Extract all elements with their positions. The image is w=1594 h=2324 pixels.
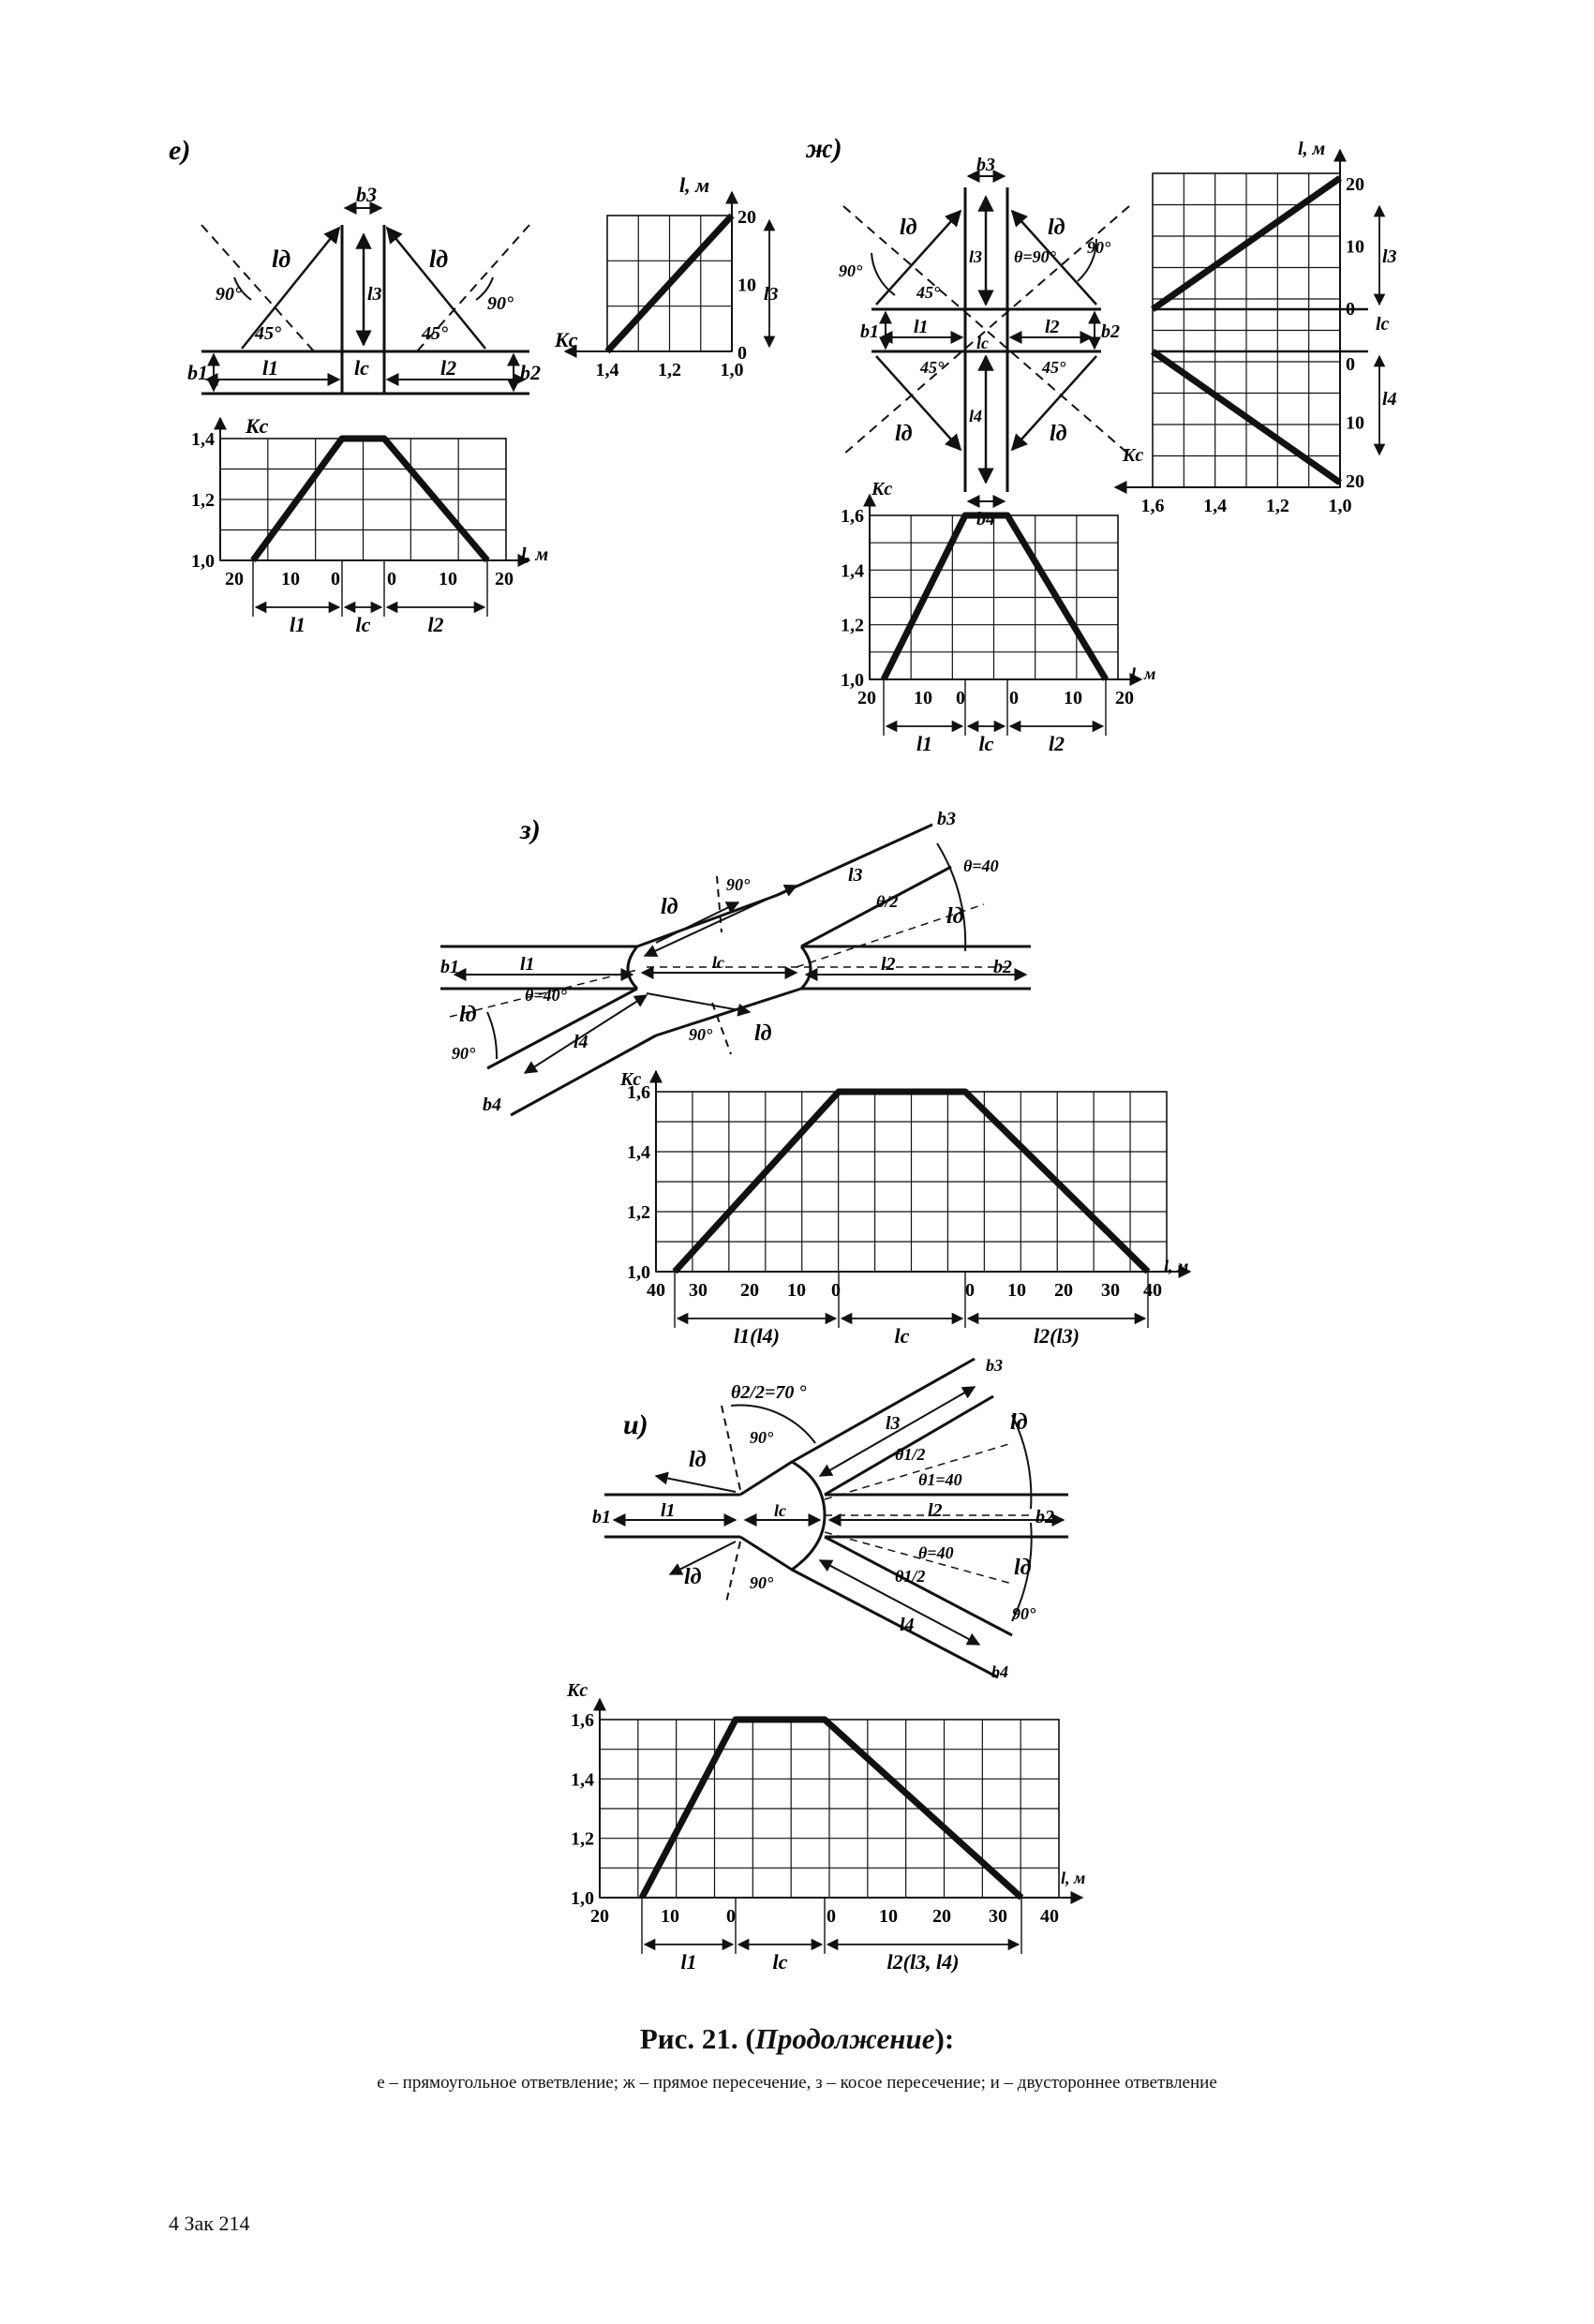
chart-zh-bottom — [841, 495, 1141, 755]
z-b3: b3 — [937, 809, 956, 829]
chart-e-bottom — [191, 418, 529, 636]
z-ld-bottom: lд — [754, 1021, 772, 1046]
z-b1: b1 — [440, 957, 459, 977]
i-l4: l4 — [900, 1615, 915, 1635]
figure-caption-title — [0, 2022, 1594, 2056]
x-tick-label: 40 — [1143, 1280, 1162, 1301]
i-theta-low-half: θ1/2 — [895, 1567, 926, 1586]
dim-label-1: lc — [894, 1324, 910, 1348]
x-tick-label: 1,6 — [1140, 496, 1165, 516]
zh-b1: b1 — [860, 321, 879, 342]
zh-45-top: 45° — [916, 283, 941, 302]
axis-K-i: Kc — [567, 1680, 588, 1701]
y-tick-label: 0 — [737, 343, 747, 364]
panel-zh — [805, 133, 1397, 755]
i-ld-br: lд — [1014, 1556, 1032, 1580]
label-b3: b3 — [356, 183, 377, 206]
x-tick-label: 40 — [1040, 1906, 1059, 1927]
zh-b2: b2 — [1101, 321, 1120, 342]
z-theta-half: θ/2 — [876, 892, 899, 911]
zh-theta: θ=90° — [1014, 247, 1056, 266]
i-90-right: 90° — [1012, 1604, 1036, 1623]
x-tick-label: 1,4 — [595, 360, 619, 380]
label-45-right: 45° — [422, 323, 448, 344]
z-90-bottom: 90° — [689, 1025, 713, 1044]
zh-45-br: 45° — [1042, 358, 1066, 377]
zh-ld-bl: lд — [895, 422, 913, 446]
z-l4: l4 — [574, 1032, 588, 1052]
zh-side-l3: l3 — [1382, 246, 1397, 267]
zh-l1: l1 — [914, 317, 929, 337]
x-tick-label: 0 — [331, 569, 340, 589]
panel-z-letter: з) — [520, 814, 541, 845]
x-tick-label: 1,2 — [658, 360, 681, 380]
chart-i — [571, 1699, 1082, 1974]
label-l3-side: l3 — [764, 284, 779, 305]
i-90-bottom: 90° — [750, 1573, 774, 1592]
y-tick-label: 10 — [737, 275, 756, 296]
x-tick-label: 0 — [1009, 688, 1019, 708]
dim-label-1: lc — [355, 613, 371, 636]
x-tick-label: 10 — [1064, 688, 1082, 708]
x-tick-label: 10 — [281, 569, 300, 589]
axis-K-e-side: Kc — [555, 328, 578, 351]
chart-z — [627, 1071, 1190, 1348]
zh-ld-tl: lд — [900, 216, 917, 240]
panel-zh-letter: ж) — [806, 133, 842, 164]
label-lc: lc — [354, 356, 369, 380]
axis-l-z: l, м — [1164, 1257, 1189, 1275]
axis-l-e-side: l, м — [679, 173, 710, 197]
x-tick-label: 40 — [647, 1280, 665, 1301]
label-45-left: 45° — [255, 323, 281, 344]
label-b1: b1 — [187, 361, 208, 384]
chart-e-side — [565, 192, 769, 380]
x-tick-label: 20 — [1054, 1280, 1073, 1301]
zh-l4: l4 — [969, 407, 983, 425]
z-ld-right: lд — [946, 904, 964, 929]
x-tick-label: 1,2 — [1265, 496, 1289, 516]
i-l3: l3 — [886, 1413, 901, 1434]
caption-prefix: Рис. 21. ( — [639, 2022, 755, 2055]
label-b2: b2 — [520, 361, 541, 384]
z-ld-top: lд — [661, 895, 678, 919]
x-tick-label: 10 — [439, 569, 457, 589]
x-tick-label: 20 — [857, 688, 876, 708]
dim-label-0: l1 — [680, 1950, 697, 1974]
y-tick-label: 1,0 — [191, 551, 215, 572]
z-b2: b2 — [993, 957, 1012, 977]
axis-K-e-bottom: Kc — [246, 414, 269, 438]
y-tick-label: 1,2 — [191, 490, 215, 511]
z-b4: b4 — [483, 1095, 501, 1115]
axis-K-zh-bottom: Kc — [871, 479, 893, 499]
x-tick-label: 10 — [787, 1280, 806, 1301]
dim-label-2: l2 — [1048, 732, 1065, 755]
zh-l2: l2 — [1045, 317, 1060, 337]
y-tick-label: 20 — [737, 207, 756, 228]
x-tick-label: 30 — [989, 1906, 1007, 1927]
x-tick-label: 0 — [831, 1280, 841, 1301]
i-l1: l1 — [661, 1500, 676, 1521]
zh-90-right: 90° — [1087, 238, 1111, 257]
panel-e — [169, 135, 779, 636]
zh-ld-br: lд — [1050, 422, 1067, 446]
y-tick-label: 1,6 — [571, 1710, 594, 1731]
zh-b4: b4 — [976, 509, 995, 529]
axis-l-zh-side: l, м — [1298, 139, 1326, 159]
x-tick-label: 20 — [225, 569, 244, 589]
axis-l-zh-bottom: l, м — [1131, 664, 1156, 683]
i-theta1: θ1=40 — [918, 1470, 962, 1489]
x-tick-label: 20 — [590, 1906, 609, 1927]
panel-z — [440, 809, 1190, 1348]
y-tick-label: 20 — [1346, 174, 1364, 195]
i-b3: b3 — [986, 1356, 1003, 1375]
dim-label-0: l1 — [289, 613, 306, 636]
panel-e-letter: е) — [169, 135, 191, 166]
y-tick-label: 10 — [1346, 412, 1364, 434]
z-90-top: 90° — [726, 875, 751, 894]
dim-label-2: l2 — [427, 613, 444, 636]
x-tick-label: 20 — [932, 1906, 951, 1927]
y-tick-label: 1,2 — [627, 1202, 650, 1223]
y-tick-label: 0 — [1346, 354, 1355, 375]
i-theta-top: θ2/2=70 ° — [731, 1382, 807, 1403]
zh-side-l4: l4 — [1382, 389, 1397, 410]
z-ld-left: lд — [459, 1003, 477, 1027]
zh-side-lc: lc — [1376, 314, 1390, 335]
chart-zh-side — [1115, 150, 1379, 516]
dim-label-1: lc — [978, 732, 994, 755]
dim-label-2: l2(l3, l4) — [886, 1950, 960, 1974]
axis-l-e-bottom: l, м — [521, 544, 549, 565]
x-tick-label: 10 — [1007, 1280, 1026, 1301]
axis-K-zh-side: Kc — [1123, 445, 1144, 466]
y-tick-label: 1,6 — [627, 1082, 650, 1103]
zh-l3: l3 — [969, 247, 983, 266]
panel-i-letter: и) — [623, 1409, 648, 1440]
x-tick-label: 1,0 — [720, 360, 744, 380]
i-b1: b1 — [592, 1507, 611, 1527]
z-l2: l2 — [881, 954, 896, 975]
dim-label-1: lc — [772, 1950, 788, 1974]
i-ld-tl: lд — [689, 1448, 707, 1472]
label-ld-right: lд — [429, 246, 449, 273]
y-tick-label: 1,4 — [841, 560, 864, 582]
y-tick-label: 1,0 — [571, 1888, 594, 1909]
x-tick-label: 30 — [689, 1280, 708, 1301]
x-tick-label: 20 — [495, 569, 514, 589]
label-90-left: 90° — [216, 284, 242, 305]
y-tick-label: 1,4 — [191, 429, 215, 450]
x-tick-label: 0 — [726, 1906, 736, 1927]
x-tick-label: 0 — [956, 688, 965, 708]
y-tick-label: 1,2 — [571, 1828, 594, 1850]
y-tick-label: 10 — [1346, 236, 1364, 258]
y-tick-label: 1,2 — [841, 615, 864, 636]
x-tick-label: 0 — [387, 569, 396, 589]
panel-i — [566, 1356, 1085, 1974]
x-tick-label: 10 — [879, 1906, 898, 1927]
z-l1: l1 — [520, 954, 535, 975]
i-ld-tr: lд — [1010, 1410, 1028, 1435]
y-tick-label: 20 — [1346, 471, 1364, 492]
y-tick-label: 1,4 — [571, 1769, 594, 1791]
label-l3: l3 — [367, 284, 382, 305]
label-90-right: 90° — [487, 293, 514, 314]
figure-caption-text: е – прямоугольное ответвление; ж – прямое пересечение, з – косое пересечение; и – двустороннее ответвление — [377, 2073, 1217, 2093]
axis-K-z: Kc — [620, 1069, 642, 1090]
axis-l-i: l, м — [1061, 1869, 1086, 1887]
z-theta: θ=40 — [963, 857, 999, 875]
caption-suffix: ): — [934, 2022, 955, 2055]
i-90-top: 90° — [750, 1428, 774, 1447]
zh-ld-tr: lд — [1048, 216, 1065, 240]
z-theta-left: θ=40° — [525, 986, 567, 1005]
caption-italic: Продолжение — [754, 2022, 935, 2055]
i-ld-bl: lд — [684, 1565, 702, 1589]
label-l2: l2 — [440, 356, 457, 380]
x-tick-label: 0 — [965, 1280, 975, 1301]
i-l2: l2 — [928, 1500, 943, 1521]
y-tick-label: 1,4 — [627, 1142, 650, 1163]
dim-label-2: l2(l3) — [1034, 1324, 1080, 1348]
zh-lc: lc — [976, 334, 989, 352]
x-tick-label: 30 — [1101, 1280, 1120, 1301]
i-b4: b4 — [991, 1662, 1008, 1681]
label-ld-left: lд — [272, 246, 291, 273]
y-tick-label: 1,0 — [627, 1262, 650, 1283]
i-b2: b2 — [1035, 1507, 1054, 1527]
y-tick-label: 1,0 — [841, 670, 864, 691]
y-tick-label: 1,6 — [841, 506, 864, 527]
z-l3: l3 — [848, 865, 863, 886]
x-tick-label: 1,0 — [1328, 496, 1352, 516]
zh-45-bl: 45° — [920, 358, 945, 377]
z-90-left: 90° — [452, 1044, 476, 1063]
z-lc: lc — [712, 953, 724, 972]
x-tick-label: 20 — [740, 1280, 759, 1301]
x-tick-label: 20 — [1115, 688, 1134, 708]
footer-note: 4 Зак 214 — [169, 2212, 250, 2235]
label-l1: l1 — [262, 356, 279, 380]
y-tick-label: 0 — [1346, 299, 1355, 320]
x-tick-label: 0 — [827, 1906, 836, 1927]
dim-label-0: l1(l4) — [734, 1324, 780, 1348]
dim-label-0: l1 — [916, 732, 933, 755]
zh-b3: b3 — [976, 155, 995, 175]
i-lc: lc — [774, 1501, 786, 1520]
x-tick-label: 10 — [661, 1906, 679, 1927]
zh-90-left: 90° — [839, 261, 863, 280]
x-tick-label: 1,4 — [1203, 496, 1228, 516]
i-theta1-half: θ1/2 — [895, 1445, 926, 1464]
i-theta-low: θ=40 — [918, 1543, 954, 1562]
x-tick-label: 10 — [914, 688, 932, 708]
